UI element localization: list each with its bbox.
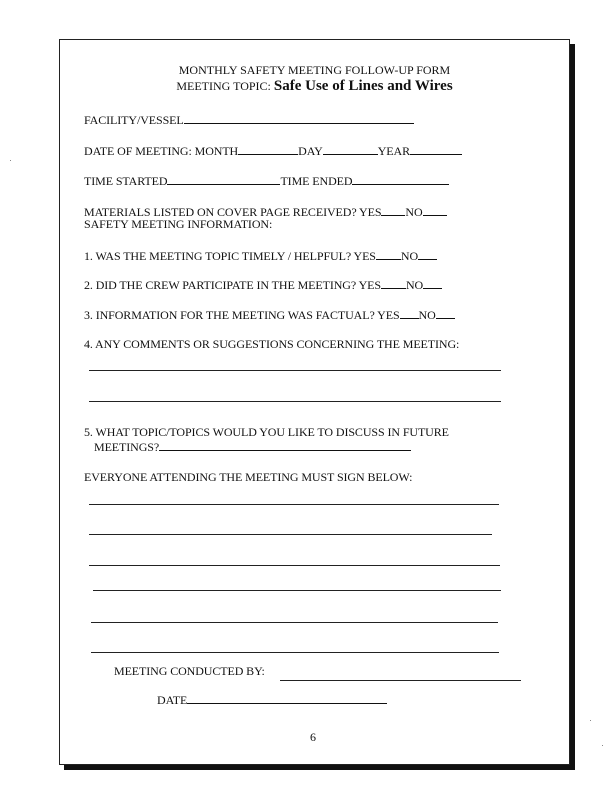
- q1-no-blank[interactable]: [418, 248, 437, 260]
- materials-no-blank[interactable]: [423, 204, 447, 216]
- signature-line-6[interactable]: [91, 652, 499, 653]
- time-ended-blank[interactable]: [352, 173, 449, 185]
- comments-line-1[interactable]: [89, 370, 501, 371]
- meeting-topic-line: [60, 78, 569, 95]
- signature-line-2[interactable]: [89, 534, 492, 535]
- page-number: 6: [310, 730, 316, 744]
- q3-yes-label: YES: [377, 308, 400, 322]
- conducted-by-line[interactable]: [280, 680, 521, 681]
- q3-no-label: NO: [418, 308, 436, 322]
- question-3[interactable]: [84, 307, 455, 323]
- q1-no-label: NO: [400, 249, 419, 263]
- year-label: YEAR: [377, 144, 411, 158]
- question-5-label-line2: MEETINGS?: [94, 440, 160, 454]
- q2-yes-label: YES: [358, 278, 381, 292]
- meeting-topic-value: Safe Use of Lines and Wires: [273, 78, 453, 94]
- sign-heading: EVERYONE ATTENDING THE MEETING MUST SIGN BELOW:: [84, 470, 413, 484]
- time-started-blank[interactable]: [167, 173, 280, 185]
- q3-yes-blank[interactable]: [400, 307, 419, 319]
- q3-no-blank[interactable]: [436, 307, 455, 319]
- facility-blank[interactable]: [184, 112, 414, 124]
- facility-field[interactable]: [84, 112, 414, 128]
- month-label: DATE OF MEETING: MONTH: [84, 144, 239, 158]
- form-page: [59, 39, 570, 765]
- signature-line-3[interactable]: [89, 565, 500, 566]
- materials-yes-blank[interactable]: [381, 204, 405, 216]
- time-field[interactable]: [84, 173, 449, 189]
- signature-line-4[interactable]: [93, 590, 501, 591]
- conducted-by-label: MEETING CONDUCTED BY:: [114, 664, 265, 678]
- future-topics-blank[interactable]: [159, 439, 411, 451]
- time-started-label: TIME STARTED: [84, 174, 168, 188]
- materials-no-label: NO: [405, 205, 423, 219]
- facility-label: FACILITY/VESSEL: [84, 113, 184, 127]
- month-blank[interactable]: [238, 143, 298, 155]
- question-5-field[interactable]: [94, 439, 411, 455]
- comments-line-2[interactable]: [89, 401, 501, 402]
- question-1[interactable]: [84, 248, 437, 264]
- date-field[interactable]: [157, 692, 387, 708]
- date-blank[interactable]: [187, 692, 387, 704]
- scan-speck: [10, 160, 11, 161]
- question-3-label: 3. INFORMATION FOR THE MEETING WAS FACTUAL?: [84, 308, 375, 322]
- materials-label: MATERIALS LISTED ON COVER PAGE RECEIVED?: [84, 205, 357, 219]
- meeting-topic-label: MEETING TOPIC:: [176, 79, 271, 93]
- date-label: DATE: [157, 693, 188, 707]
- time-ended-label: TIME ENDED: [280, 174, 353, 188]
- q1-yes-blank[interactable]: [376, 248, 401, 260]
- day-label: DAY: [298, 144, 323, 158]
- question-5-label-line1: 5. WHAT TOPIC/TOPICS WOULD YOU LIKE TO DISCUSS IN FUTURE: [84, 425, 449, 439]
- question-2-label: 2. DID THE CREW PARTICIPATE IN THE MEETING?: [84, 278, 357, 292]
- question-2[interactable]: [84, 277, 442, 293]
- q2-yes-blank[interactable]: [381, 277, 406, 289]
- day-blank[interactable]: [323, 143, 378, 155]
- info-heading: SAFETY MEETING INFORMATION:: [84, 217, 273, 231]
- materials-yes-label: YES: [359, 205, 382, 219]
- year-blank[interactable]: [410, 143, 462, 155]
- scan-speck: [602, 745, 603, 746]
- q2-no-label: NO: [405, 278, 424, 292]
- form-title: MONTHLY SAFETY MEETING FOLLOW-UP FORM: [178, 63, 451, 77]
- question-1-label: 1. WAS THE MEETING TOPIC TIMELY / HELPFUL?: [84, 249, 352, 263]
- q2-no-blank[interactable]: [423, 277, 442, 289]
- signature-line-1[interactable]: [89, 504, 499, 505]
- question-4-label: 4. ANY COMMENTS OR SUGGESTIONS CONCERNING THE MEETING:: [84, 337, 460, 351]
- q1-yes-label: YES: [353, 249, 376, 263]
- signature-line-5[interactable]: [91, 622, 498, 623]
- scan-speck: [590, 720, 591, 721]
- date-of-meeting-field[interactable]: [84, 143, 462, 159]
